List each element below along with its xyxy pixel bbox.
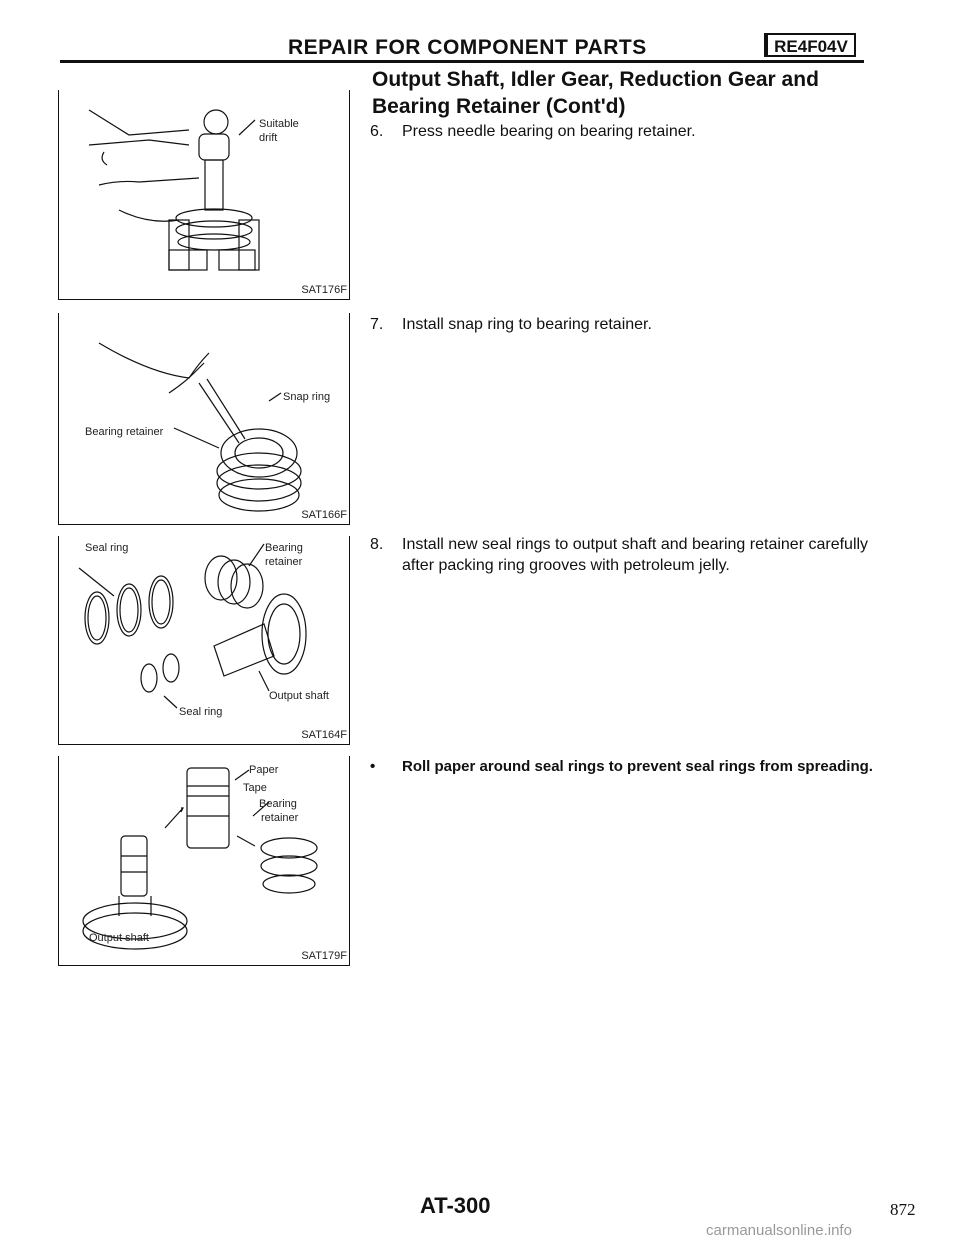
figure-label: Seal ring (85, 542, 129, 554)
step-text: Press needle bearing on bearing retainer. (402, 123, 696, 140)
press-bearing-illustration (59, 90, 349, 299)
step-text: Install snap ring to bearing retainer. (402, 316, 652, 333)
figure-snap-ring (58, 313, 350, 525)
figure-label: retainer (265, 556, 303, 568)
header-title: REPAIR FOR COMPONENT PARTS (288, 36, 647, 59)
step-7 (370, 314, 886, 335)
section-title (372, 66, 819, 120)
note-text: Roll paper around seal rings to prevent seal rings from spreading. (402, 758, 873, 775)
step-8 (370, 534, 886, 576)
figure-label: Seal ring (179, 706, 223, 718)
figure-paper-tape (58, 756, 350, 966)
header-rule (60, 60, 864, 63)
model-code-badge: RE4F04V (764, 33, 856, 57)
step-number: 7. (370, 316, 384, 333)
section-title-line1: Output Shaft, Idler Gear, Reduction Gear and (372, 68, 819, 91)
page-number: 872 (890, 1200, 916, 1219)
figure-code: SAT164F (301, 729, 347, 741)
figure-label: Suitable (259, 118, 299, 130)
snap-ring-illustration (59, 313, 349, 524)
figure-code: SAT179F (301, 950, 347, 962)
figure-label: Output shaft (269, 690, 329, 702)
figure-code: SAT176F (301, 284, 347, 296)
figure-label: Bearing (259, 798, 297, 810)
figure-label: retainer (261, 812, 299, 824)
figure-seal-rings (58, 536, 350, 745)
figure-label: Bearing retainer (85, 426, 164, 438)
figure-label: drift (259, 132, 278, 144)
figure-press-bearing (58, 90, 350, 300)
step-text: Install new seal rings to output shaft and bearing retainer carefully after packing ring grooves with petroleum jelly. (402, 536, 869, 574)
section-title-line2: Bearing Retainer (Cont'd) (372, 95, 626, 118)
figure-label: Tape (243, 782, 267, 794)
page-label: AT-300 (420, 1193, 491, 1218)
step-6 (370, 121, 886, 142)
step-number: 6. (370, 123, 384, 140)
step-number: 8. (370, 536, 384, 553)
bullet-icon: • (370, 758, 376, 775)
figure-label: Bearing (265, 542, 303, 554)
figure-label: Paper (249, 764, 279, 776)
figure-label: Snap ring (283, 391, 331, 403)
figure-code: SAT166F (301, 509, 347, 521)
figure-label: Output shaft (89, 932, 149, 944)
note-bullet-item (370, 756, 892, 777)
watermark: carmanualsonline.info (706, 1222, 852, 1239)
